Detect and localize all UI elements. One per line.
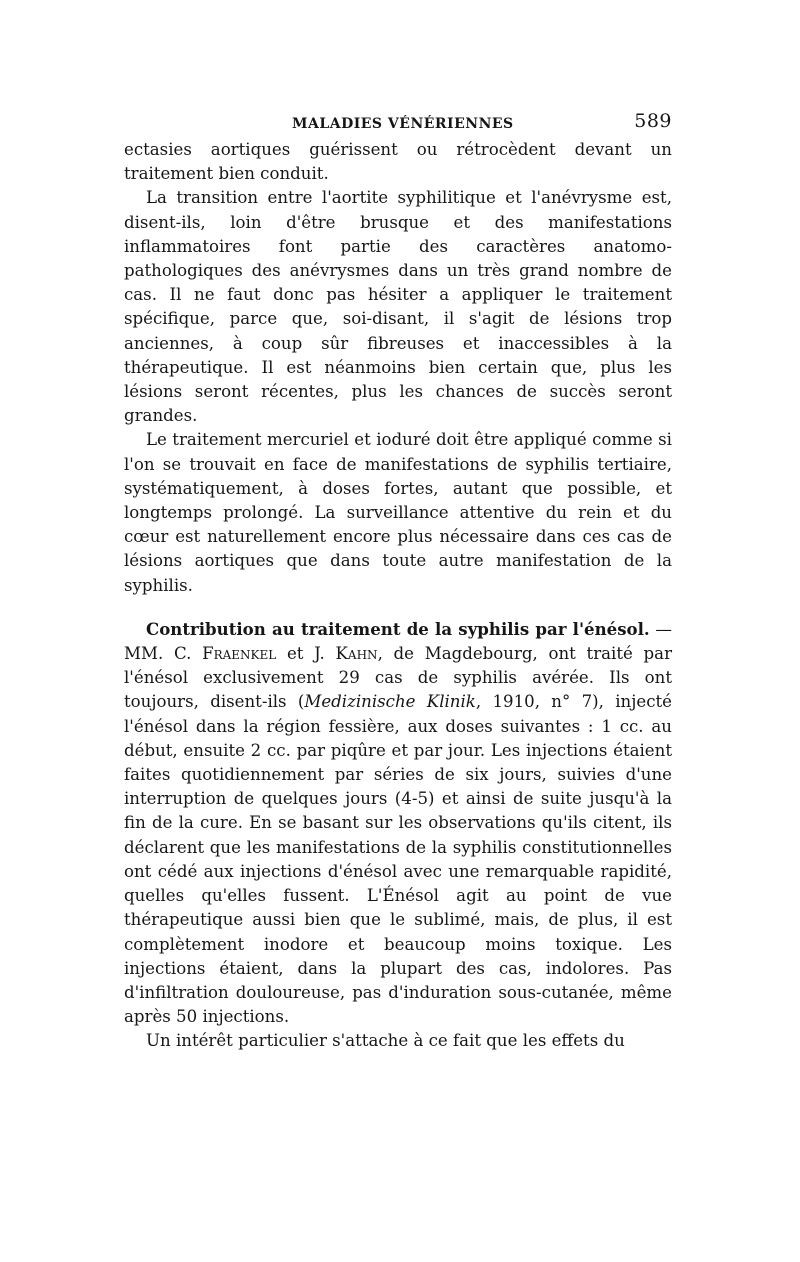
authors-and: et J. — [276, 644, 336, 664]
authors-prefix: MM. C. — [124, 644, 203, 664]
enesol-text-b: , 1910, n° 7), injecté l'énésol dans la région fessière, aux doses suivantes : 1 cc. au début, ensuite 2 cc. par piqûre et par jour. Les injections étaient faites quotidiennement par séries de six jours, suivies d'une interruption de quelques jours (4-5) et ainsi de suite jusqu'à la fin de la cure. En se basant sur les observations qu'ils citent, ils déclarent que les manifestations de la syphilis constitutionnelles ont cédé aux injections d'énésol avec une remarquable rapidité, quelles qu'elles fussent. L'Énésol agit au point de vue thérapeutique aussi bien que le sublimé, mais, de plus, il est complètement inodore et beaucoup moins toxique. Les injections étaient, dans la plupart des cas, indolores. Pas d'infiltration douloureuse, pas d'induration sous-cutanée, même après 50 injections. — [124, 692, 672, 1027]
page-number: 589 — [634, 110, 672, 132]
author-fraenkel: Fraenkel — [202, 644, 277, 664]
paragraph-enesol-contribution — [124, 617, 672, 1029]
book-page — [124, 108, 672, 1054]
section-title: Contribution au traitement de la syphilis par l'énésol. — [146, 618, 650, 639]
paragraph-continuation: ectasies aortiques guérissent ou rétrocèdent devant un traitement bien conduit. — [124, 140, 672, 184]
journal-title: Medizinische Klinik — [304, 692, 476, 712]
author-kahn: Kahn — [335, 644, 378, 664]
running-head-title: MALADIES VÉNÉRIENNES — [292, 116, 514, 132]
section-spacer — [124, 598, 672, 617]
enesol-text-a: , de Magdebourg, ont traité par l'énésol exclusivement 29 cas de syphilis avérée. Ils ont toujours, disent-ils ( — [124, 644, 673, 712]
title-dash: — — [649, 619, 672, 639]
paragraph-particular-interest: Un intérêt particulier s'attache à ce fait que les effets du — [146, 1031, 625, 1051]
paragraph-aneurysm-transition: La transition entre l'aortite syphilitique et l'anévrysme est, disent-ils, loin d'être brusque et des manifestations inflammatoires font partie des caractères anatomo-pathologiques des anévrysmes dans un très grand nombre de cas. Il ne faut donc pas hésiter a appliquer le traitement spécifique, parce que, soi-disant, il s'agit de lésions trop anciennes, à coup sûr fibreuses et inaccessibles à la thérapeutique. Il est néanmoins bien certain que, plus les lésions seront récentes, plus les chances de succès seront grandes. — [124, 188, 672, 426]
paragraph-mercurial-treatment: Le traitement mercuriel et ioduré doit être appliqué comme si l'on se trouvait en face de manifestations de syphilis tertiaire, systématiquement, à doses fortes, autant que possible, et longtemps prolongé. La surveillance attentive du rein et du cœur est naturellement encore plus nécessaire dans ces cas de lésions aortiques que dans toute autre manifestation de la syphilis. — [124, 430, 672, 595]
running-head — [124, 108, 672, 138]
